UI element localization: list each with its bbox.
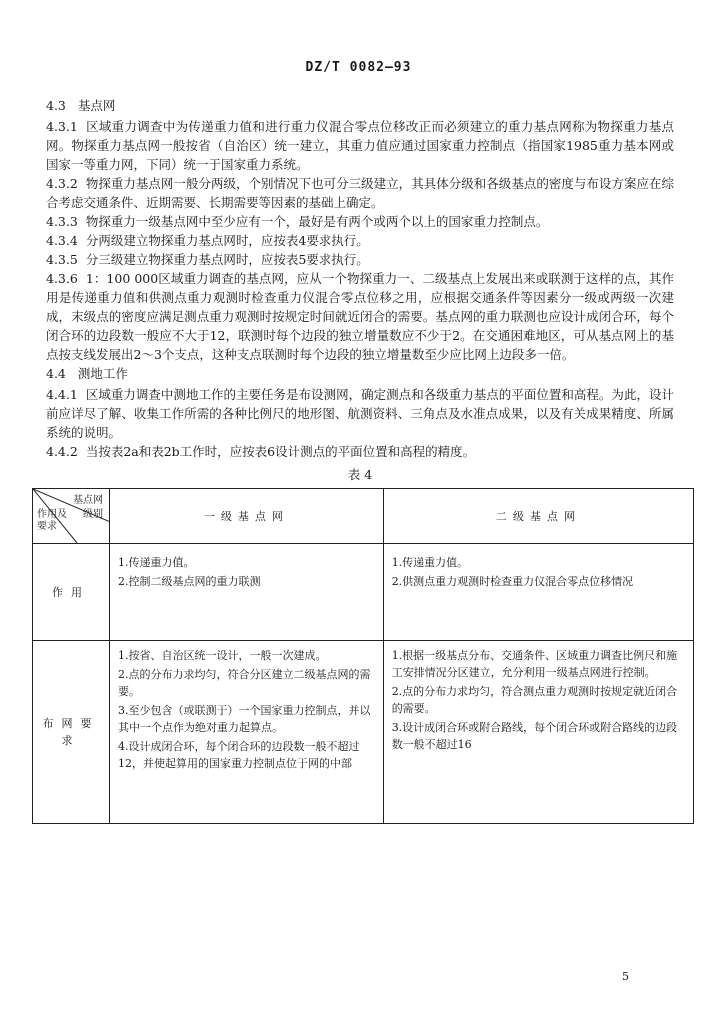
clause-number: 4.4.2: [46, 444, 78, 459]
table-row-function: [33, 544, 694, 641]
list-item: 2.控制二级基点网的重力联测: [118, 575, 261, 588]
clause-number: 4.3.3: [46, 214, 78, 229]
clause-text: 分三级建立物探重力基点网时，应按表5要求执行。: [85, 252, 369, 267]
paragraph-4-4-2: [46, 442, 674, 461]
table-header-row: [33, 489, 694, 544]
cell-function-level-1: [110, 544, 384, 641]
section-number: 4.4: [46, 366, 66, 381]
corner-label-requirement: 要求: [37, 521, 57, 532]
list-item: 1.传递重力值。: [391, 556, 469, 569]
row-label-function: 作用: [33, 544, 110, 641]
clause-number: 4.3.4: [46, 233, 78, 248]
list-item: 1.传递重力值。: [118, 556, 195, 569]
column-header-level-2: 二级基点网: [383, 489, 693, 544]
table-row-requirements: [33, 641, 694, 824]
clause-number: 4.3.1: [46, 119, 78, 134]
list-item: 2.点的分布力求均匀，符合分区建立二级基点网的需要。: [118, 668, 371, 698]
clause-text: 当按表2a和表2b工作时，应按表6设计测点的平面位置和高程的精度。: [85, 444, 476, 459]
list-item: 1.按省、自治区统一设计，一般一次建成。: [118, 649, 327, 662]
paragraph-4-3-1: [46, 117, 674, 174]
clause-number: 4.3.2: [46, 176, 78, 191]
clause-number: 4.3.5: [46, 252, 78, 267]
row-label-requirements: 布网要求: [33, 641, 110, 824]
table-4-title: 表 4: [347, 467, 373, 482]
table-corner-cell: [33, 489, 110, 544]
section-4-3-heading: [46, 96, 674, 115]
table-4: [32, 488, 694, 824]
corner-label-function: 作用及: [37, 509, 67, 520]
corner-label-basenet: 基点网: [73, 495, 103, 506]
paragraph-4-3-4: [46, 231, 674, 250]
clause-text: 1：100 000区域重力调查的基点网，应从一个物探重力一、二级基点上发展出来或联测于这样的点，其作用是传递重力值和供测点重力观测时检查重力仪混合零点位移之用，应根据交通条件等因素分一级或两级一次建成，末级点的密度应满足测点重力观测时按规定时间就近闭合的需要。基点网的重力联测也应设计成闭合环，每个闭合环的边段数一般应不大于12，联测时每个边段的独立增量数应不少于2。在交通困难地区，可从基点网上的基点按支线发展出2～3个支点，这种支点联测时每个边段的独立增量数至少应比网上边段多一倍。: [46, 271, 674, 362]
clause-text: 区域重力调查中为传递重力值和进行重力仪混合零点位移改正而必须建立的重力基点网称为物探重力基点网。物探重力基点网一般按省（自治区）统一建立，其重力值应通过国家重力控制点（指国家1985重力基本网或国家一等重力网，下同）统一于国家重力系统。: [46, 119, 674, 172]
clause-text: 物探重力基点网一般分两级，个别情况下也可分三级建立，其具体分级和各级基点的密度与布设方案应在综合考虑交通条件、近期需要、长期需要等因素的基础上确定。: [46, 176, 674, 210]
page-number: 5: [622, 970, 629, 983]
section-title: 基点网: [77, 98, 116, 113]
section-number: 4.3: [46, 98, 66, 113]
list-item: 4.设计成闭合环，每个闭合环的边段数一般不超过12，并使起算用的国家重力控制点位于网的中部: [118, 740, 360, 770]
list-item: 3.设计成闭合环或附合路线，每个闭合环或附合路线的边段数一般不超过16: [391, 721, 678, 751]
list-item: 3.至少包含（或联测于）一个国家重力控制点，并以其中一个点作为绝对重力起算点。: [118, 704, 371, 734]
list-item: 2.供测点重力观测时检查重力仪混合零点位移情况: [391, 575, 634, 588]
clause-text: 物探重力一级基点网中至少应有一个，最好是有两个或两个以上的国家重力控制点。: [85, 214, 549, 229]
clause-number: 4.3.6: [46, 271, 78, 286]
clause-text: 分两级建立物探重力基点网时，应按表4要求执行。: [85, 233, 369, 248]
document-body: [37, 96, 678, 824]
paragraph-4-4-1: [46, 385, 674, 442]
standard-code-header: DZ/T 0082—93: [305, 60, 412, 75]
list-item: 1.根据一级基点分布、交通条件、区域重力调查比例尺和施工安排情况分区建立，允分利用一级基点网进行控制。: [391, 649, 678, 679]
section-title: 测地工作: [77, 366, 128, 381]
cell-function-level-2: [383, 544, 693, 641]
clause-text: 区域重力调查中测地工作的主要任务是布设测网，确定测点和各级重力基点的平面位置和高程。为此，设计前应详尽了解、收集工作所需的各种比例尺的地形图、航测资料、三角点及水准点成果，以及有关成果精度、所属系统的说明。: [46, 387, 674, 440]
paragraph-4-3-3: [46, 212, 674, 231]
corner-label-level: 级别: [83, 509, 103, 520]
list-item: 2.点的分布力求均匀，符合测点重力观测时按规定就近闭合的需要。: [391, 685, 678, 715]
paragraph-4-3-5: [46, 250, 674, 269]
cell-requirements-level-1: [110, 641, 384, 824]
cell-requirements-level-2: [383, 641, 693, 824]
clause-number: 4.4.1: [46, 387, 78, 402]
paragraph-4-3-2: [46, 174, 674, 212]
paragraph-4-3-6: [46, 269, 674, 364]
section-4-4-heading: [46, 364, 674, 383]
column-header-level-1: 一级基点网: [110, 489, 384, 544]
